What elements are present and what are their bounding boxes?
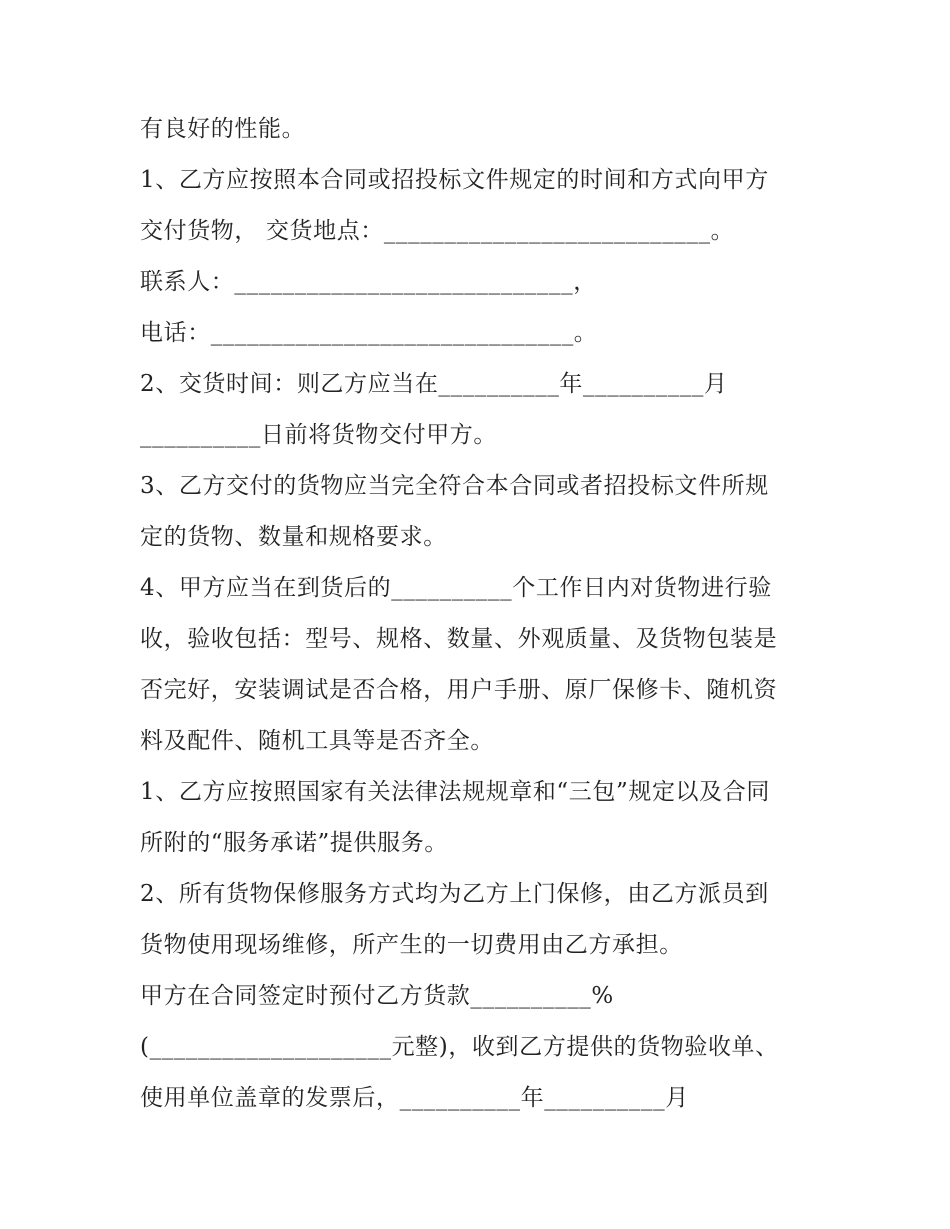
text-line: __________日前将货物交付甲方。	[140, 422, 497, 448]
text-line: 2、交货时间：则乙方应当在__________年__________月	[140, 371, 728, 397]
text-line: 1、乙方应按照本合同或招投标文件规定的时间和方式向甲方	[140, 167, 769, 193]
text-line: 货物使用现场维修，所产生的一切费用由乙方承担。	[140, 932, 683, 958]
text-line: 收，验收包括：型号、规格、数量、外观质量、及货物包装是	[140, 626, 778, 652]
text-line: 1、乙方应按照国家有关法律法规规章和“三包”规定以及合同	[140, 779, 770, 805]
text-line: 料及配件、随机工具等是否齐全。	[140, 728, 494, 754]
text-line: 联系人：____________________________，	[140, 269, 597, 295]
text-line: 定的货物、数量和规格要求。	[140, 524, 447, 550]
text-line: (____________________元整)，收到乙方提供的货物验收单、	[140, 1034, 779, 1060]
text-line: 3、乙方交付的货物应当完全符合本合同或者招投标文件所规	[140, 473, 769, 499]
text-line: 4、甲方应当在到货后的__________个工作日内对货物进行验	[140, 575, 772, 601]
text-line: 否完好，安装调试是否合格，用户手册、原厂保修卡、随机资	[140, 677, 778, 703]
text-line: 甲方在合同签定时预付乙方货款__________%	[140, 983, 614, 1009]
text-line: 所附的“服务承诺”提供服务。	[140, 830, 448, 856]
text-line: 2、所有货物保修服务方式均为乙方上门保修，由乙方派员到	[140, 881, 769, 907]
text-line: 交付货物， 交货地点：___________________________。	[140, 218, 735, 244]
text-line: 使用单位盖章的发票后，__________年__________月	[140, 1085, 689, 1111]
text-line: 电话：______________________________。	[140, 320, 598, 346]
text-line: 有良好的性能。	[140, 116, 306, 142]
